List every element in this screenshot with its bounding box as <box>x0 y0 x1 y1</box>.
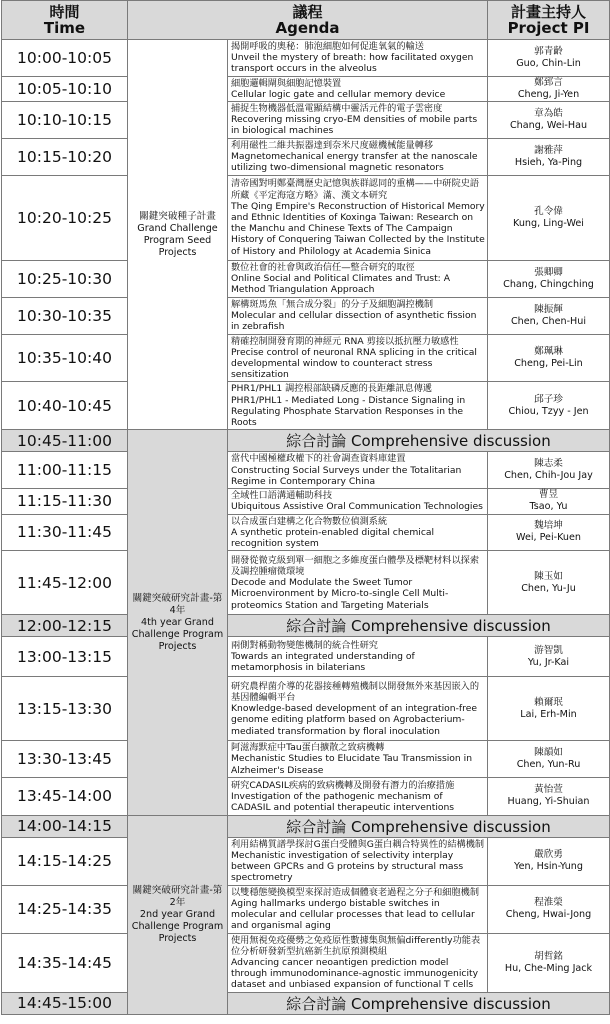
session-title-en: Recovering missing cryo-EM densities of mobile parts in biological machines <box>231 114 478 137</box>
program-name-en: 4th year Grand Challenge Program Projects <box>131 616 224 652</box>
session-title-zh: 阿滋海默症中Tau蛋白擴散之致病機轉 <box>231 742 385 754</box>
agenda-header <box>128 1 488 40</box>
session-title-zh: 研究農桿菌介導的花器接種轉殖機制以開發無外來基因嵌入的基因體編輯平台 <box>231 680 480 703</box>
session-row <box>2 76 610 101</box>
session-pi <box>488 777 610 815</box>
agenda-header-zh: 議程 <box>292 3 323 21</box>
session-title-en: Investigation of the pathogenic mechanism of CADASIL and potential therapeutic interventions <box>231 790 455 813</box>
session-time: 10:20-10:25 <box>2 175 128 260</box>
pi-name-zh: 邱子珍 <box>534 393 563 405</box>
pi-name-zh: 鄭郅言 <box>534 76 563 88</box>
pi-name-zh: 陳韻如 <box>534 747 563 759</box>
session-agenda <box>228 741 488 778</box>
session-agenda <box>228 175 488 260</box>
session-time: 10:25-10:30 <box>2 260 128 297</box>
session-title-zh: 以雙穩態變換模型來探討造成個體衰老過程之分子和細胞機制 <box>231 886 480 898</box>
session-title-zh: 以合成蛋白建構之化合物數位偵測系統 <box>231 515 388 527</box>
session-pi <box>488 933 610 992</box>
session-time: 11:30-11:45 <box>2 514 128 551</box>
pi-name-en: Hsieh, Ya-Ping <box>514 156 583 168</box>
session-title-en: Unveil the mystery of breath: how facilitated oxygen transport occurs in the alveolus <box>231 52 474 75</box>
session-agenda <box>228 260 488 297</box>
pi-name-en: Chen, Chih-Jou Jay <box>504 470 593 482</box>
discussion-row <box>2 815 610 837</box>
session-time: 10:05-10:10 <box>2 76 128 101</box>
pi-name-en: Chen, Yu-Ju <box>521 582 576 594</box>
session-title-zh: 揭開呼吸的奧秘：肺泡細胞如何促進氧氣的輸送 <box>231 41 424 52</box>
session-pi <box>488 40 610 77</box>
header-row <box>2 1 610 40</box>
session-agenda <box>228 489 488 514</box>
session-agenda <box>228 777 488 815</box>
pi-header-en: Project PI <box>507 19 590 37</box>
program-name-en: Grand Challenge Program Seed Projects <box>137 222 218 258</box>
pi-name-en: Lai, Erh-Min <box>520 708 577 720</box>
session-title-zh: 兩側對稱動物變態機制的統合性研究 <box>231 639 378 651</box>
program-name <box>128 815 228 1014</box>
session-title-zh: 利用結構質譜學探討G蛋白受體與G蛋白耦合特異性的結構機制 <box>231 838 485 850</box>
pi-name-zh: 魏培坤 <box>534 520 563 532</box>
session-title-en: PHR1/PHL1 - Mediated Long - Distance Signaling in Regulating Phosphate Starvation Responses in the Roots <box>231 394 466 429</box>
pi-name-en: Cheng, Hwai-Jong <box>505 909 592 921</box>
session-row <box>2 382 610 430</box>
session-row <box>2 514 610 551</box>
session-title-en: Mechanistic investigation of selectivity interplay between GPCRs and G proteins by structural mass spectrometry <box>231 850 464 884</box>
pi-name-zh: 黃怡萱 <box>534 784 563 796</box>
pi-name-zh: 賴爾珉 <box>534 696 563 708</box>
session-row <box>2 837 610 885</box>
session-title-zh: PHR1/PHL1 調控根部缺磷反應的長距離訊息傳遞 <box>231 383 433 395</box>
pi-name-zh: 曹昱 <box>538 489 559 501</box>
session-row <box>2 885 610 933</box>
pi-header <box>488 1 610 40</box>
pi-name-en: Kung, Ling-Wei <box>513 217 584 229</box>
session-row <box>2 297 610 334</box>
program-name-zh: 關鍵突破研究計畫-第2年 <box>132 884 223 908</box>
pi-name-en: Guo, Chin-Lin <box>516 57 581 69</box>
time-header-en: Time <box>43 19 86 37</box>
session-agenda <box>228 514 488 551</box>
session-row <box>2 551 610 615</box>
session-title-en: The Qing Empire's Reconstruction of Historical Memory and Ethnic Identities of Koxinga Taiwan: Research on the Manchu and Chinese Texts of The Campaign History of Conquering Taiwan Collected by the Institute of History and Philology at Academia Sinica <box>231 200 485 257</box>
session-time: 11:00-11:15 <box>2 452 128 489</box>
session-time: 10:45-11:00 <box>2 430 128 452</box>
session-time: 13:45-14:00 <box>2 777 128 815</box>
session-time: 10:30-10:35 <box>2 297 128 334</box>
session-row <box>2 637 610 677</box>
session-title-zh: 研究CADASIL疾病的致病機轉及開發有潛力的治療措施 <box>231 779 455 791</box>
session-time: 13:00-13:15 <box>2 637 128 677</box>
pi-name-en: Huang, Yi-Shuian <box>507 796 590 808</box>
session-pi <box>488 382 610 430</box>
session-title-zh: 解構斑馬魚「無合成分裂」的分子及細胞調控機制 <box>231 298 434 310</box>
session-pi <box>488 452 610 489</box>
pi-name-en: Chang, Chingching <box>503 278 594 290</box>
session-pi <box>488 677 610 741</box>
pi-name-en: Yen, Hsin-Yung <box>514 861 583 873</box>
discussion-row <box>2 992 610 1014</box>
session-title-en: Ubiquitous Assistive Oral Communication Technologies <box>231 501 483 513</box>
session-time: 14:00-14:15 <box>2 815 128 837</box>
session-agenda <box>228 677 488 741</box>
session-time: 10:15-10:20 <box>2 138 128 175</box>
session-agenda <box>228 637 488 677</box>
session-title-zh: 使用無視免疫優勢之免疫原性數據集與無偏differently功能表位分析研發新型抗癌新生抗原預測模組 <box>231 934 481 957</box>
session-pi <box>488 637 610 677</box>
session-title-en: Precise control of neuronal RNA splicing in the critical developmental window to counteract stress sensitization <box>231 346 477 381</box>
pi-name-zh: 謝雅萍 <box>534 144 563 156</box>
session-row <box>2 334 610 382</box>
session-time: 10:35-10:40 <box>2 334 128 382</box>
program-name-en: 2nd year Grand Challenge Program Projects <box>131 908 224 944</box>
session-title-en: Knowledge-based development of an integration-free genome editing platform based on Agrobacterium-mediated transformation by floral inoculation <box>231 703 478 737</box>
session-pi <box>488 514 610 551</box>
pi-name-en: Cheng, Pei-Lin <box>514 358 583 370</box>
session-agenda <box>228 76 488 101</box>
session-time: 13:15-13:30 <box>2 677 128 741</box>
pi-name-en: Tsao, Yu <box>529 501 568 513</box>
session-title-en: Advancing cancer neoantigen prediction model through immunodominance-agnostic immunogenicity dataset and unbiased expansion of functional T cells <box>231 956 479 991</box>
pi-name-zh: 陳玉如 <box>534 570 563 582</box>
session-title-en: Cellular logic gate and cellular memory device <box>231 88 446 100</box>
session-pi <box>488 138 610 175</box>
session-row <box>2 452 610 489</box>
session-row <box>2 777 610 815</box>
pi-name-en: Yu, Jr-Kai <box>527 656 570 668</box>
agenda-body <box>2 40 610 1015</box>
session-row <box>2 741 610 778</box>
pi-name-en: Wei, Pei-Kuen <box>516 532 581 544</box>
session-pi <box>488 885 610 933</box>
session-title-en: Online Social and Political Climates and Trust: A Method Triangulation Approach <box>231 273 450 296</box>
session-time: 13:30-13:45 <box>2 741 128 778</box>
pi-name-en: Hu, Che-Ming Jack <box>504 962 593 974</box>
session-time: 14:45-15:00 <box>2 992 128 1014</box>
pi-name-en: Chen, Yun-Ru <box>516 759 581 771</box>
session-time: 11:15-11:30 <box>2 489 128 514</box>
session-title-zh: 捕捉生物機器低溫電顯結構中靈活元件的電子雲密度 <box>231 103 443 115</box>
session-pi <box>488 102 610 139</box>
discussion-label: 綜合討論 Comprehensive discussion <box>228 430 610 452</box>
session-agenda <box>228 837 488 885</box>
session-agenda <box>228 452 488 489</box>
session-title-en: Magnetomechanical energy transfer at the nanoscale utilizing two-dimensional magnetic resonators <box>231 151 478 174</box>
pi-name-zh: 嚴欣勇 <box>534 849 563 861</box>
pi-name-zh: 郭青齡 <box>534 45 563 57</box>
session-time: 10:00-10:05 <box>2 40 128 77</box>
session-agenda <box>228 297 488 334</box>
session-title-en: Aging hallmarks undergo bistable switches in molecular and cellular processes that lead to cellular and organismal aging <box>231 897 475 932</box>
session-title-zh: 全域性口語溝通輔助科技 <box>231 490 333 502</box>
session-agenda <box>228 382 488 430</box>
pi-name-en: Chen, Chen-Hui <box>510 315 587 327</box>
session-row <box>2 933 610 992</box>
session-title-en: Mechanistic Studies to Elucidate Tau Transmission in Alzheimer's Disease <box>231 753 473 776</box>
session-pi <box>488 175 610 260</box>
program-name-zh: 關鍵突破研究計畫-第4年 <box>132 592 223 616</box>
pi-name-zh: 張卿卿 <box>534 266 563 278</box>
session-pi <box>488 76 610 101</box>
session-time: 14:25-14:35 <box>2 885 128 933</box>
session-time: 11:45-12:00 <box>2 551 128 615</box>
session-row <box>2 677 610 741</box>
pi-name-zh: 陳振輝 <box>534 303 563 315</box>
session-time: 10:40-10:45 <box>2 382 128 430</box>
session-title-en: Constructing Social Surveys under the Totalitarian Regime in Contemporary China <box>231 464 462 487</box>
pi-name-en: Cheng, Ji-Yen <box>517 88 580 100</box>
session-row <box>2 102 610 139</box>
session-title-en: Decode and Modulate the Sweet Tumor Microenvironment by Micro-to-single Cell Multi-proteomics Station and Targeting Materials <box>231 577 449 611</box>
discussion-label: 綜合討論 Comprehensive discussion <box>228 815 610 837</box>
discussion-row <box>2 615 610 637</box>
time-header <box>2 1 128 40</box>
session-title-zh: 利用磁性二維共振器達到奈米尺度磁機械能量轉移 <box>231 139 434 151</box>
session-title-en: A synthetic protein-enabled digital chemical recognition system <box>231 526 435 550</box>
session-title-en: Molecular and cellular dissection of asynthetic fission in zebrafish <box>231 310 477 333</box>
discussion-label: 綜合討論 Comprehensive discussion <box>228 992 610 1014</box>
session-row <box>2 260 610 297</box>
program-name-zh: 關鍵突破種子計畫 <box>139 210 216 222</box>
pi-name-en: Chiou, Tzyy - Jen <box>508 405 589 417</box>
pi-name-zh: 游智凱 <box>534 644 563 656</box>
session-agenda <box>228 933 488 992</box>
session-title-zh: 當代中國極權政權下的社會調查資料庫建置 <box>231 453 406 465</box>
session-pi <box>488 551 610 615</box>
pi-name-zh: 章為皓 <box>534 107 563 119</box>
session-pi <box>488 837 610 885</box>
session-agenda <box>228 885 488 933</box>
discussion-label: 綜合討論 Comprehensive discussion <box>228 615 610 637</box>
session-agenda <box>228 102 488 139</box>
session-agenda <box>228 551 488 615</box>
session-title-en: Towards an integrated understanding of metamorphosis in bilaterians <box>231 651 415 674</box>
session-title-zh: 開發從微克級到單一細胞之多維度蛋白體學及標靶材料以探索及調控腫瘤微環境 <box>231 554 480 577</box>
pi-name-zh: 陳志柔 <box>534 458 563 470</box>
session-title-zh: 細胞邏輯閘與細胞記憶裝置 <box>231 77 342 89</box>
session-pi <box>488 260 610 297</box>
agenda-header-en: Agenda <box>275 19 340 37</box>
program-name <box>128 40 228 430</box>
session-time: 14:35-14:45 <box>2 933 128 992</box>
session-row <box>2 138 610 175</box>
time-header-zh: 時間 <box>49 3 80 21</box>
program-name <box>128 430 228 816</box>
pi-name-zh: 胡哲銘 <box>534 950 563 962</box>
pi-name-zh: 孔令偉 <box>534 205 563 217</box>
discussion-row <box>2 430 610 452</box>
session-title-zh: 精確控制開發育期的神經元 RNA 剪接以抵抗壓力敏感性 <box>231 335 459 347</box>
session-title-zh: 數位社會的社會與政治信任—整合研究的取徑 <box>231 261 415 273</box>
session-pi <box>488 334 610 382</box>
session-pi <box>488 297 610 334</box>
session-title-zh: 清帝國對明鄭臺灣歷史記憶與族群認同的重構——中研院史語所藏《平定海寇方略》滿、漢文本研究 <box>231 178 480 201</box>
session-row <box>2 489 610 514</box>
session-agenda <box>228 138 488 175</box>
session-row <box>2 40 610 77</box>
pi-name-zh: 鄭珮琳 <box>534 346 563 358</box>
session-agenda <box>228 334 488 382</box>
agenda-table <box>1 0 610 1015</box>
session-pi <box>488 741 610 778</box>
session-time: 10:10-10:15 <box>2 102 128 139</box>
session-time: 14:15-14:25 <box>2 837 128 885</box>
pi-name-en: Chang, Wei-Hau <box>509 119 588 131</box>
session-row <box>2 175 610 260</box>
session-agenda <box>228 40 488 77</box>
session-pi <box>488 489 610 514</box>
session-time: 12:00-12:15 <box>2 615 128 637</box>
pi-header-zh: 計畫主持人 <box>510 3 586 21</box>
pi-name-zh: 程淮榮 <box>534 897 563 909</box>
